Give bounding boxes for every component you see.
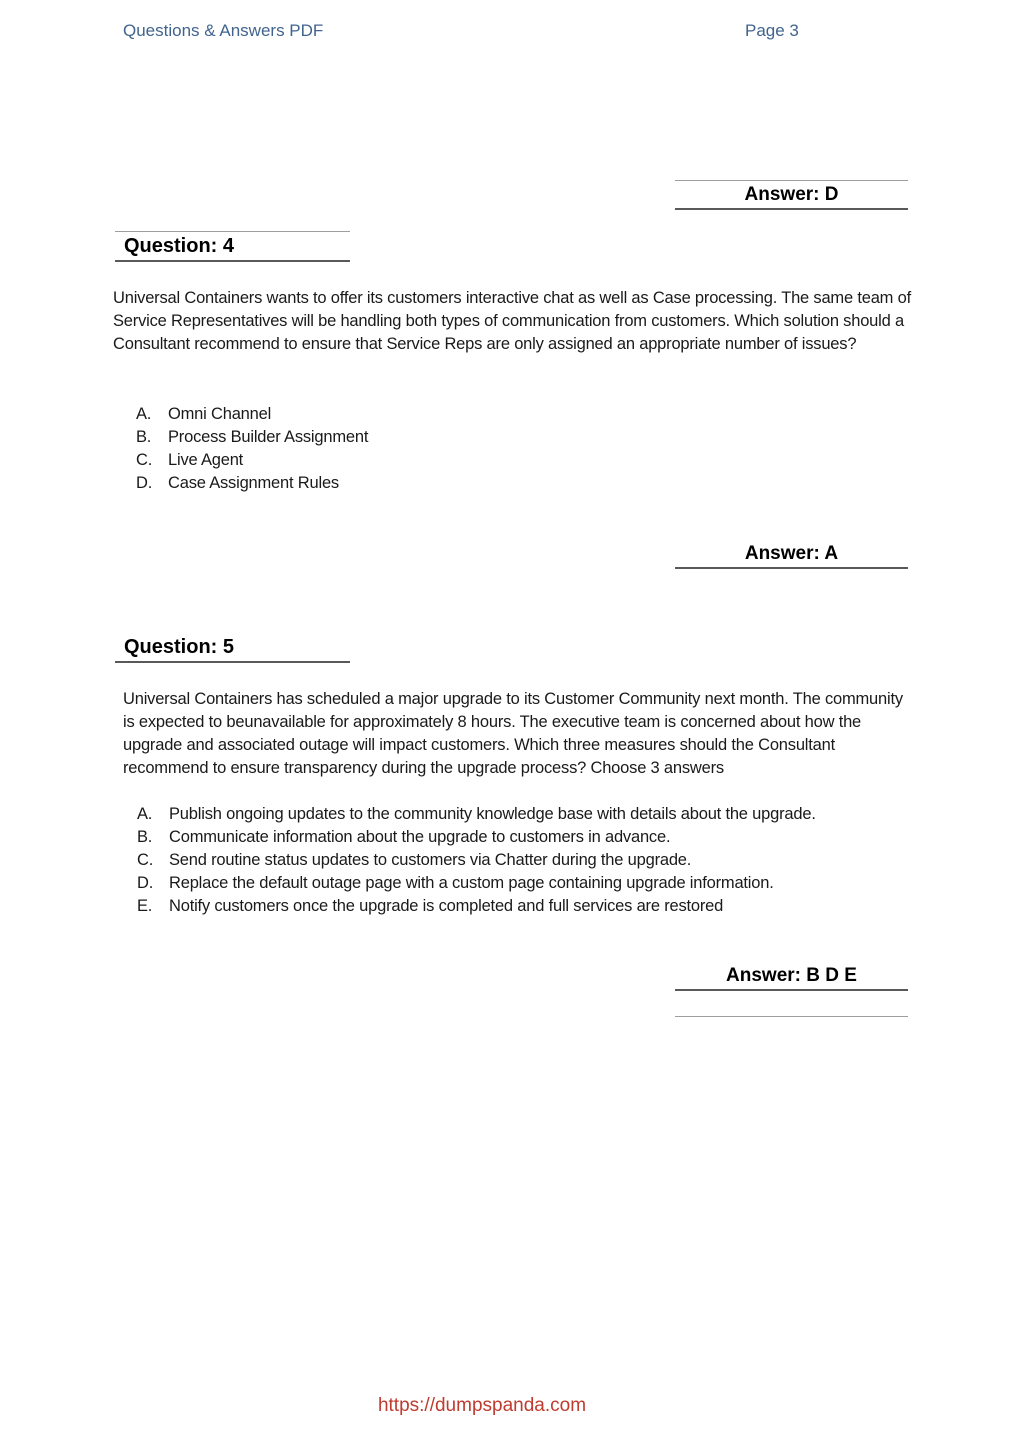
option-text: Communicate information about the upgrade to customers in advance.: [169, 828, 671, 846]
option-text: Omni Channel: [168, 405, 272, 423]
option-letter: A.: [137, 805, 153, 823]
page-number: Page 3: [745, 21, 799, 40]
option-text: Publish ongoing updates to the community knowledge base with details about the upgrade.: [169, 805, 816, 823]
option-item: [136, 403, 916, 426]
question-4-options: [136, 403, 916, 495]
option-letter: E.: [137, 897, 153, 915]
option-letter: C.: [136, 451, 153, 469]
option-text: Live Agent: [168, 451, 244, 469]
page-footer: [0, 1395, 964, 1417]
question-4-body: Universal Containers wants to offer its customers interactive chat as well as Case processing. The same team of Service Representatives will be handling both types of communication from customers. Which solution should a Consultant recommend to ensure that Service Reps are only assigned an appropriate number of issues?: [113, 289, 911, 353]
option-item: [136, 426, 916, 449]
question-5-options: [137, 803, 917, 918]
option-item: [137, 872, 917, 895]
answer-banner-question-5: Answer: B D E: [675, 962, 908, 991]
option-text: Send routine status updates to customers via Chatter during the upgrade.: [169, 851, 692, 869]
option-letter: D.: [137, 874, 154, 892]
option-letter: B.: [137, 828, 153, 846]
document-title: Questions & Answers PDF: [123, 21, 324, 40]
option-item: [137, 803, 917, 826]
option-letter: C.: [137, 851, 154, 869]
option-item: [136, 449, 916, 472]
option-text: Case Assignment Rules: [168, 474, 339, 492]
option-item: [136, 472, 916, 495]
option-letter: B.: [136, 428, 152, 446]
answer-banner-previous-question: Answer: D: [675, 180, 908, 210]
answer-banner-question-4: Answer: A: [675, 540, 908, 569]
option-letter: D.: [136, 474, 153, 492]
footer-url-link[interactable]: https://dumpspanda.com: [377, 1395, 587, 1416]
question-5-heading: Question: 5: [115, 633, 350, 663]
option-item: [137, 895, 917, 918]
option-text: Notify customers once the upgrade is completed and full services are restored: [169, 897, 724, 915]
option-item: [137, 826, 917, 849]
option-text: Replace the default outage page with a custom page containing upgrade information.: [169, 874, 774, 892]
option-letter: A.: [136, 405, 152, 423]
question-4-heading: Question: 4: [115, 231, 350, 262]
option-text: Process Builder Assignment: [168, 428, 369, 446]
question-5-body: Universal Containers has scheduled a major upgrade to its Customer Community next month. The community is expected to beunavailable for approximately 8 hours. The executive team is concerned about how the upgrade and associated outage will impact customers. Which three measures should the Consultant recommend to ensure transparency during the upgrade process? Choose 3 answers: [123, 690, 903, 777]
option-item: [137, 849, 917, 872]
horizontal-rule: [675, 1016, 908, 1017]
